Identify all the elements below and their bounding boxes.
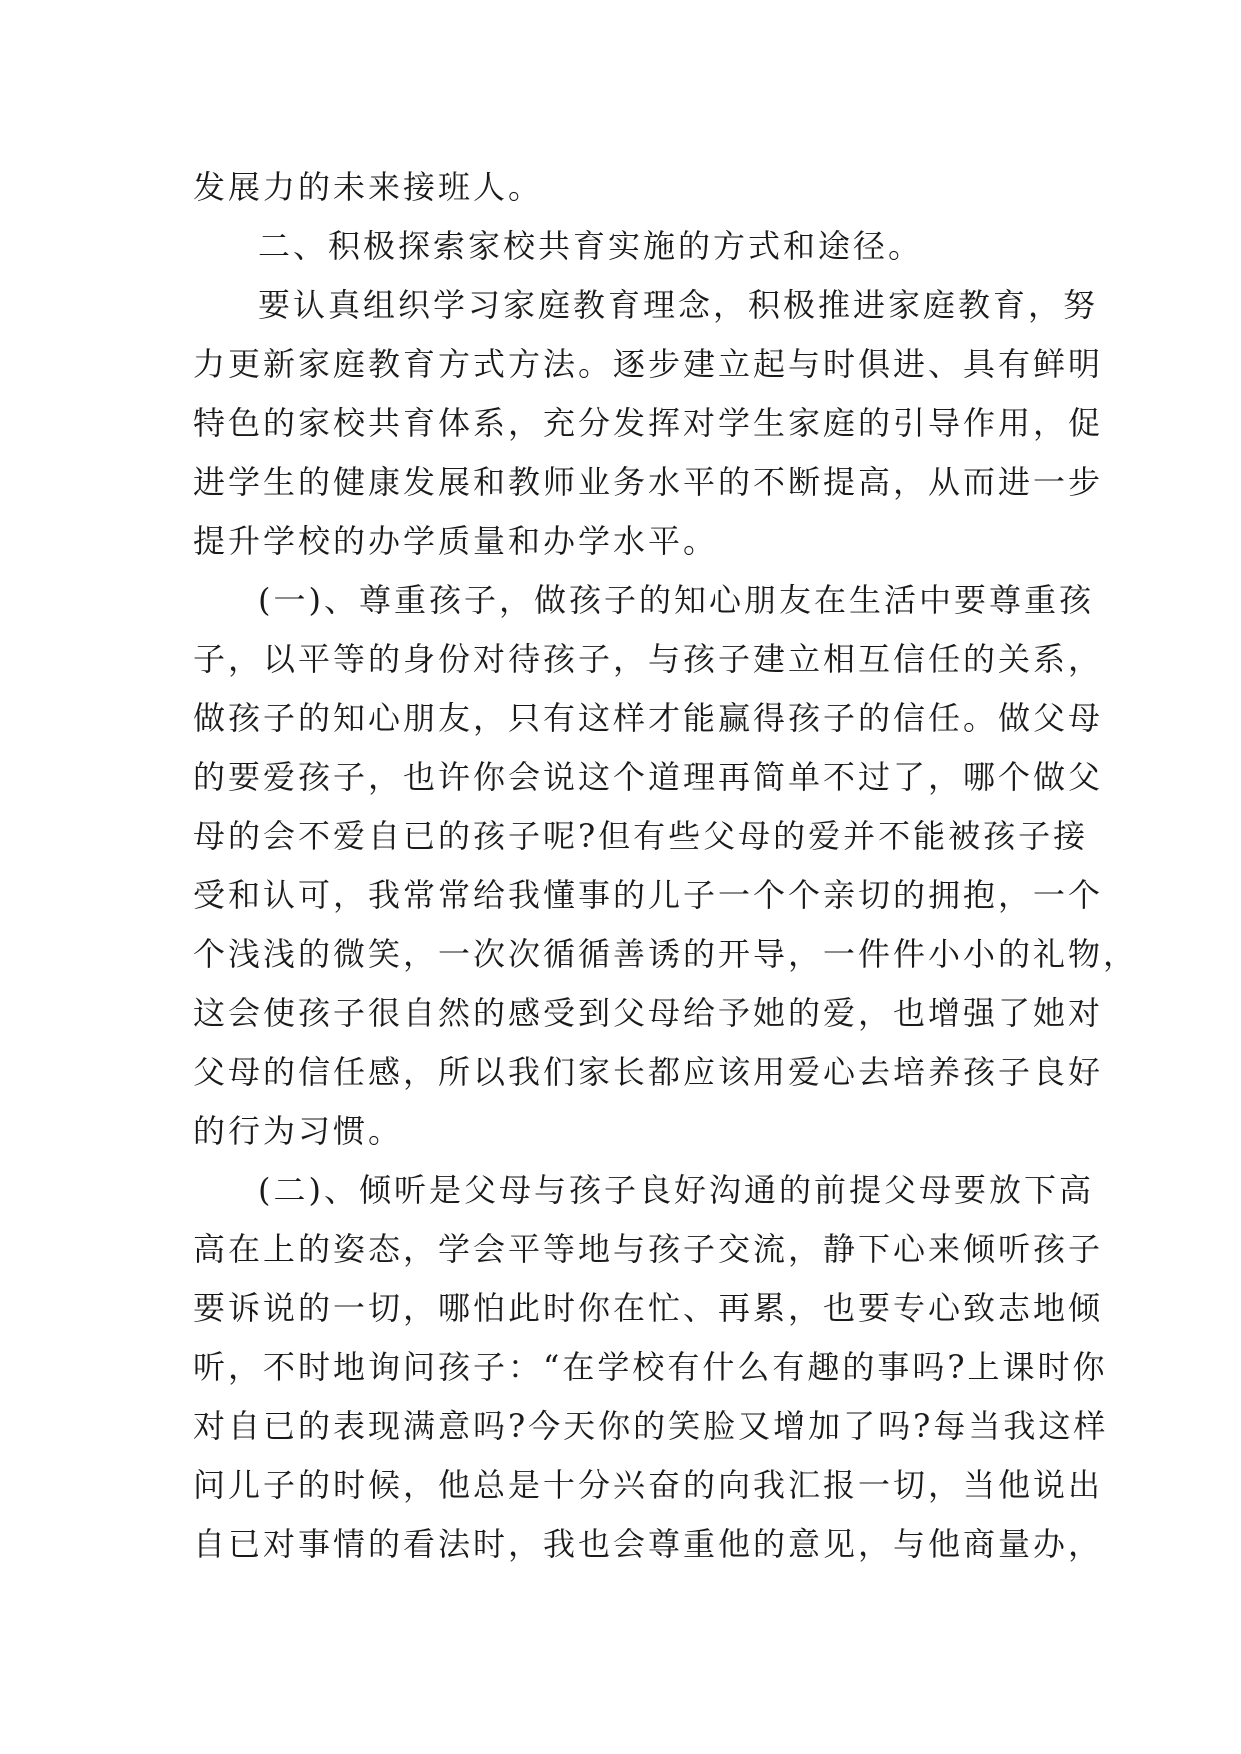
text-line: 受和认可，我常常给我懂事的儿子一个个亲切的拥抱，一个 <box>193 876 1104 914</box>
text-line: 特色的家校共育体系，充分发挥对学生家庭的引导作用，促 <box>193 404 1104 442</box>
text-line: 母的会不爱自已的孩子呢?但有些父母的爱并不能被孩子接 <box>193 817 1089 855</box>
text-line: 的行为习惯。 <box>193 1112 404 1150</box>
section-heading: 二、积极探索家校共育实施的方式和途径。 <box>258 227 924 265</box>
text-line: 这会使孩子很自然的感受到父母给予她的爱，也增强了她对 <box>193 994 1104 1032</box>
text-line: 的要爱孩子，也许你会说这个道理再简单不过了，哪个做父 <box>193 758 1104 796</box>
text-line: 力更新家庭教育方式方法。逐步建立起与时俱进、具有鲜明 <box>193 345 1104 383</box>
text-line: 父母的信任感，所以我们家长都应该用爱心去培养孩子良好 <box>193 1053 1104 1091</box>
text-line: 进学生的健康发展和教师业务水平的不断提高，从而进一步 <box>193 463 1104 501</box>
text-line: 发展力的未来接班人。 <box>193 168 544 206</box>
text-line: 个浅浅的微笑，一次次循循善诱的开导，一件件小小的礼物， <box>193 935 1139 973</box>
text-line: 高在上的姿态，学会平等地与孩子交流，静下心来倾听孩子 <box>193 1230 1104 1268</box>
text-line: 问儿子的时候，他总是十分兴奋的向我汇报一切，当他说出 <box>193 1466 1104 1504</box>
text-line: 要诉说的一切，哪怕此时你在忙、再累，也要专心致志地倾 <box>193 1289 1104 1327</box>
text-line: (一)、尊重孩子，做孩子的知心朋友在生活中要尊重孩 <box>258 581 1094 619</box>
text-line: 提升学校的办学质量和办学水平。 <box>193 522 719 560</box>
text-line: 要认真组织学习家庭教育理念，积极推进家庭教育，努 <box>258 286 1099 324</box>
text-line: 自已对事情的看法时，我也会尊重他的意见，与他商量办， <box>193 1525 1104 1563</box>
text-line: 子，以平等的身份对待孩子，与孩子建立相互信任的关系， <box>193 640 1104 678</box>
text-line: 听，不时地询问孩子：“在学校有什么有趣的事吗?上课时你 <box>193 1348 1108 1386</box>
text-line: (二)、倾听是父母与孩子良好沟通的前提父母要放下高 <box>258 1171 1094 1209</box>
text-line: 做孩子的知心朋友，只有这样才能赢得孩子的信任。做父母 <box>193 699 1104 737</box>
text-line: 对自已的表现满意吗?今天你的笑脸又增加了吗?每当我这样 <box>193 1407 1109 1445</box>
